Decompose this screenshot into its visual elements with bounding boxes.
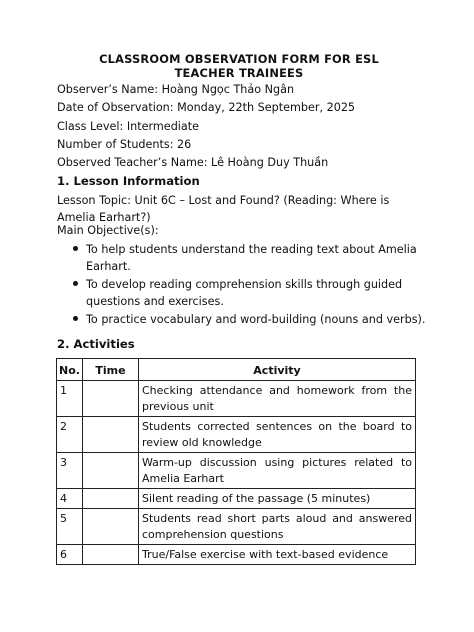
row-time <box>83 545 139 565</box>
header-activity: Activity <box>139 359 416 381</box>
objective-text: To help students understand the reading text about Amelia Earhart. <box>86 243 417 273</box>
row-time <box>83 489 139 509</box>
objective-text: To develop reading comprehension skills through guided questions and exercises. <box>86 278 403 308</box>
row-time <box>83 453 139 489</box>
row-activity: Students read short parts aloud and answered comprehension questions <box>139 509 416 545</box>
table-row <box>57 417 416 453</box>
bullet-icon <box>73 316 78 321</box>
objective-item <box>57 276 427 310</box>
header-time: Time <box>83 359 139 381</box>
section-activities: 2. Activities <box>57 337 135 351</box>
row-activity: True/False exercise with text-based evidence <box>139 545 416 565</box>
objectives-list <box>57 241 427 329</box>
row-activity: Students corrected sentences on the board to review old knowledge <box>139 417 416 453</box>
class-level: Class Level: Intermediate <box>57 120 200 133</box>
objectives-label: Main Objective(s): <box>57 224 159 237</box>
bullet-icon <box>73 281 78 286</box>
row-activity: Silent reading of the passage (5 minutes) <box>139 489 416 509</box>
objective-item <box>57 241 427 275</box>
table-row <box>57 545 416 565</box>
row-no: 5 <box>57 509 83 545</box>
bullet-icon <box>73 246 78 251</box>
row-no: 4 <box>57 489 83 509</box>
row-activity: Warm-up discussion using pictures related to Amelia Earhart <box>139 453 416 489</box>
observation-date: Date of Observation: Monday, 22th September, 2025 <box>57 101 356 114</box>
row-time <box>83 381 139 417</box>
row-time <box>83 417 139 453</box>
table-header-row <box>57 359 416 381</box>
objective-item <box>57 311 427 328</box>
table-row <box>57 453 416 489</box>
row-no: 3 <box>57 453 83 489</box>
observed-teacher-name: Observed Teacher’s Name: Lê Hoàng Duy Thuần <box>57 156 329 169</box>
objective-text: To practice vocabulary and word-building (nouns and verbs). <box>86 313 426 326</box>
table-row <box>57 381 416 417</box>
row-no: 2 <box>57 417 83 453</box>
row-no: 6 <box>57 545 83 565</box>
row-time <box>83 509 139 545</box>
header-no: No. <box>57 359 83 381</box>
section-lesson-information: 1. Lesson Information <box>57 174 200 188</box>
number-of-students: Number of Students: 26 <box>57 138 192 151</box>
table-row <box>57 489 416 509</box>
form-title: CLASSROOM OBSERVATION FORM FOR ESL TEACHER TRAINEES <box>99 52 379 80</box>
activities-table <box>56 358 416 565</box>
table-row <box>57 509 416 545</box>
lesson-topic: Lesson Topic: Unit 6C – Lost and Found? (Reading: Where is Amelia Earhart?) <box>57 194 390 224</box>
row-no: 1 <box>57 381 83 417</box>
row-activity: Checking attendance and homework from the previous unit <box>139 381 416 417</box>
observer-name: Observer’s Name: Hoàng Ngọc Thảo Ngân <box>57 83 295 96</box>
